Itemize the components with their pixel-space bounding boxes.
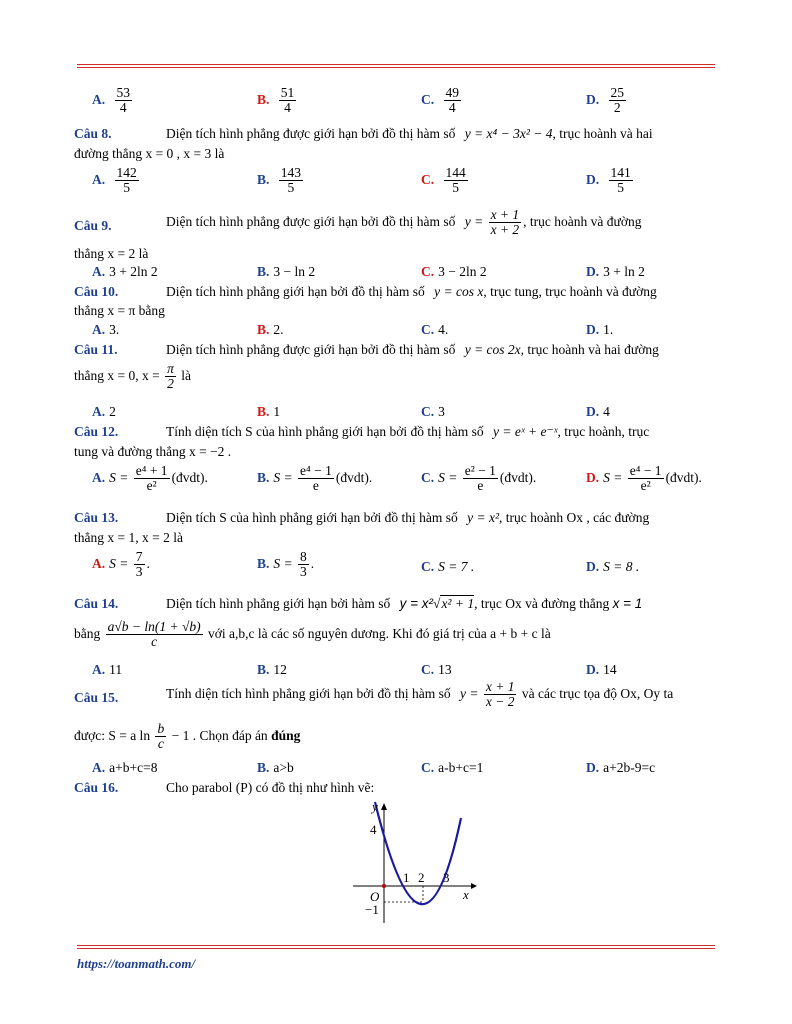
origin-label: O <box>370 889 380 904</box>
emphasis-word: đúng <box>271 727 301 743</box>
option-post: . <box>310 555 315 571</box>
option-value: 3 + ln 2 <box>603 264 645 279</box>
option-label: C. <box>421 559 435 574</box>
option-label: D. <box>586 171 600 187</box>
denominator: x − 2 <box>485 694 515 710</box>
option-lhs: S = <box>273 555 293 571</box>
fraction <box>298 550 309 579</box>
fraction <box>115 166 139 195</box>
denominator: 4 <box>119 100 127 116</box>
q7-option-a <box>92 86 134 115</box>
formula: y = x⁴ − 3x² − 4 <box>464 126 553 141</box>
denominator: 5 <box>287 180 295 196</box>
option-unit: (đvdt). <box>665 469 702 485</box>
denominator: 4 <box>448 100 456 116</box>
q10-number: Câu 10. <box>74 284 119 299</box>
formula-lhs: y = <box>464 213 484 229</box>
q11-option-a <box>92 404 116 420</box>
q13-text <box>166 510 649 526</box>
option-unit: (đvdt). <box>171 469 208 485</box>
option-value: 3. <box>109 322 120 337</box>
q14-option-a <box>92 662 122 678</box>
option-label: B. <box>257 555 270 571</box>
option-value: 12 <box>273 662 287 677</box>
fraction <box>628 464 664 493</box>
option-value: 11 <box>109 662 123 677</box>
q9-option-b <box>257 264 315 280</box>
q14-option-d <box>586 662 617 678</box>
question-text-tail: , trục hoành Ox , các đường <box>499 510 650 525</box>
denominator: e² <box>146 478 157 494</box>
option-label: C. <box>421 322 435 337</box>
tick-label-neg1: −1 <box>365 902 379 917</box>
numerator: e⁴ − 1 <box>629 463 662 478</box>
tick-label-3: 3 <box>443 870 450 885</box>
denominator: 3 <box>300 564 307 580</box>
option-label: B. <box>257 91 270 107</box>
denominator: 4 <box>284 100 291 116</box>
q14-text <box>166 596 642 612</box>
option-value: 3 + 2ln 2 <box>109 264 158 279</box>
option-lhs: S = <box>109 555 129 571</box>
option-label: B. <box>257 469 270 485</box>
numerator: 144 <box>445 165 466 180</box>
numerator: e⁴ − 1 <box>300 463 332 478</box>
q15-number: Câu 15. <box>74 690 119 705</box>
sqrt-sign: √ <box>433 596 441 611</box>
q10-option-d <box>586 322 613 338</box>
option-value: 1 <box>273 404 281 419</box>
option-label: C. <box>421 404 435 419</box>
fraction <box>489 208 522 237</box>
q12-number: Câu 12. <box>74 424 119 439</box>
option-value: a+2b-9=c <box>603 760 656 775</box>
option-label: D. <box>586 404 600 419</box>
tick-label-4: 4 <box>370 822 377 837</box>
option-label: C. <box>421 469 435 485</box>
option-lhs: S = <box>603 469 623 485</box>
numerator: 7 <box>135 549 143 564</box>
option-label: D. <box>586 559 600 574</box>
origin-point <box>382 884 386 888</box>
tick-label-1: 1 <box>403 870 410 885</box>
question-text: Diện tích hình phẳng được giới hạn bởi đồ thị hàm số <box>166 213 456 229</box>
numerator: 51 <box>280 85 295 100</box>
question-text-tail: , trục hoành, trục <box>557 424 650 439</box>
option-value: S = 7 . <box>438 559 475 574</box>
option-label: C. <box>421 662 435 677</box>
question-text: Diện tích hình phẳng được giới hạn bởi đồ thị hàm số <box>166 126 456 141</box>
option-value: 2 <box>109 404 116 419</box>
numerator: 25 <box>610 85 624 100</box>
q9-text <box>166 208 641 237</box>
fraction <box>609 86 627 115</box>
option-label: A. <box>92 555 106 571</box>
fraction <box>463 464 498 493</box>
footer-rule-top <box>77 945 715 946</box>
denominator: 3 <box>135 564 143 580</box>
denominator: e <box>477 478 484 494</box>
option-lhs: S = <box>109 469 129 485</box>
line-text: bằng <box>74 625 101 641</box>
q12-option-d <box>586 464 702 493</box>
formula: y = cos x <box>434 284 484 299</box>
q13-option-a <box>92 550 150 579</box>
numerator: 49 <box>445 85 459 100</box>
option-label: B. <box>257 404 270 419</box>
y-axis-label: y <box>372 799 378 814</box>
fraction <box>444 86 462 115</box>
q8-option-a <box>92 166 141 195</box>
q14-number: Câu 14. <box>74 596 119 611</box>
option-label: A. <box>92 404 106 419</box>
option-label: A. <box>92 264 106 279</box>
q7-option-d <box>586 86 628 115</box>
question-text-tail: , trục Ox và đường thẳng <box>474 596 610 611</box>
q16-text: Cho parabol (P) có đồ thị như hình vẽ: <box>166 780 375 795</box>
question-text: Diện tích hình phẳng giới hạn bởi hàm số <box>166 596 391 611</box>
numerator: e⁴ + 1 <box>135 463 168 478</box>
fraction <box>106 620 203 649</box>
denominator: e <box>312 478 319 494</box>
option-label: D. <box>586 662 600 677</box>
option-label: A. <box>92 91 106 107</box>
option-label: A. <box>92 760 106 775</box>
q15-line2 <box>74 722 300 751</box>
option-label: B. <box>257 264 270 279</box>
option-label: D. <box>586 760 600 775</box>
denominator: 2 <box>167 376 174 392</box>
q8-option-b <box>257 166 305 195</box>
x-axis-label: x <box>463 887 469 902</box>
question-text-tail: và các trục tọa độ Ox, Oy ta <box>521 685 674 701</box>
fraction <box>134 550 145 579</box>
q7-option-b <box>257 86 298 115</box>
q8-text <box>166 126 653 142</box>
denominator: 5 <box>452 180 459 196</box>
option-label: D. <box>586 469 600 485</box>
q12-option-b <box>257 464 372 493</box>
q9-line2: thẳng x = 2 là <box>74 246 149 261</box>
denominator: c <box>151 634 158 650</box>
numerator: 142 <box>116 165 137 180</box>
question-text-tail: , trục hoành và hai <box>552 126 653 141</box>
option-value: 13 <box>438 662 452 677</box>
fraction <box>484 680 517 709</box>
option-label: A. <box>92 469 106 485</box>
numerator: π <box>167 361 174 376</box>
option-lhs: S = <box>273 469 293 485</box>
option-lhs: S = <box>438 469 458 485</box>
footer-rule-bottom <box>77 948 715 949</box>
option-value: a-b+c=1 <box>438 760 484 775</box>
q9-option-a <box>92 264 158 280</box>
fraction <box>279 86 297 115</box>
q11-number: Câu 11. <box>74 342 118 357</box>
q10-option-a <box>92 322 119 338</box>
q10-option-c <box>421 322 448 338</box>
option-label: A. <box>92 322 106 337</box>
q15-option-d <box>586 760 655 776</box>
header-rule-top <box>77 64 715 65</box>
numerator: b <box>157 721 165 736</box>
denominator: e² <box>640 478 651 494</box>
q11-option-d <box>586 404 610 420</box>
fraction <box>298 464 334 493</box>
fraction <box>134 464 170 493</box>
question-text: Tính diện tích S của hình phẳng giới hạn bởi đồ thị hàm số <box>166 424 484 439</box>
question-text-tail: , trục hoành và đường <box>523 213 642 229</box>
formula: y = eˣ + e⁻ˣ <box>493 424 558 439</box>
q15-option-b <box>257 760 294 776</box>
q15-text <box>166 680 673 709</box>
option-label: C. <box>421 264 435 279</box>
option-value: 4 <box>603 404 610 419</box>
q9-option-d <box>586 264 645 280</box>
option-label: D. <box>586 264 600 279</box>
option-value: 4. <box>438 322 449 337</box>
numerator: 141 <box>610 165 631 180</box>
q11-option-b <box>257 404 280 420</box>
q12-text <box>166 424 649 440</box>
option-label: B. <box>257 171 270 187</box>
q8-line2: đường thẳng x = 0 , x = 3 là <box>74 146 225 161</box>
numerator: a√b − ln(1 + √b) <box>107 619 201 634</box>
q8-option-d <box>586 166 635 195</box>
option-label: C. <box>421 91 435 107</box>
tick-label-2: 2 <box>418 870 425 885</box>
q16-number: Câu 16. <box>74 780 119 795</box>
formula: y = x² <box>467 510 500 525</box>
option-value: 3 − 2ln 2 <box>438 264 487 279</box>
q11-line2 <box>74 362 191 391</box>
denominator: c <box>157 736 164 752</box>
q13-line2: thẳng x = 1, x = 2 là <box>74 530 183 545</box>
option-value: a+b+c=8 <box>109 760 158 775</box>
q9-number: Câu 9. <box>74 218 112 233</box>
footer-link[interactable]: https://toanmath.com/ <box>77 956 196 971</box>
fraction <box>609 166 633 195</box>
formula: y = cos 2x <box>464 342 521 357</box>
fraction <box>444 166 468 195</box>
header-rule-bottom <box>77 67 715 68</box>
denominator: 2 <box>613 100 621 116</box>
line-text: được: S = a ln <box>74 727 151 743</box>
question-text: Diện tích S của hình phẳng giới hạn bởi đồ thị hàm số <box>166 510 458 525</box>
numerator: x + 1 <box>490 207 520 222</box>
option-unit: (đvdt). <box>335 469 373 485</box>
line-text-tail: là <box>181 367 191 383</box>
line-text: thẳng x = 0, x = <box>74 367 160 383</box>
numerator: 143 <box>280 165 302 180</box>
fraction <box>155 722 166 751</box>
q12-line2: tung và đường thẳng x = −2 . <box>74 444 232 459</box>
q8-option-c <box>421 166 470 195</box>
parabola-curve <box>375 802 461 904</box>
line-text-tail: − 1 . Chọn đáp án <box>171 727 268 743</box>
option-label: A. <box>92 662 106 677</box>
q10-line2: thẳng x = π bằng <box>74 303 165 318</box>
q12-option-a <box>92 464 208 493</box>
q7-option-c <box>421 86 463 115</box>
question-text: Diện tích hình phẳng được giới hạn bởi đồ thị hàm số <box>166 342 456 357</box>
sqrt-radicand: x² + 1 <box>441 596 475 611</box>
q8-number: Câu 8. <box>74 126 112 141</box>
option-value: 14 <box>603 662 617 677</box>
formula-x: x = 1 <box>612 596 643 611</box>
q13-option-d <box>586 559 639 575</box>
q10-text <box>166 284 657 300</box>
option-label: A. <box>92 171 106 187</box>
fraction <box>165 362 176 391</box>
option-unit: (đvdt). <box>499 469 537 485</box>
formula-lhs: y = <box>460 685 479 701</box>
y-axis-arrow <box>381 803 387 810</box>
denominator: x + 2 <box>490 222 520 238</box>
denominator: 5 <box>617 180 624 196</box>
parabola-graph <box>345 798 485 933</box>
option-label: D. <box>586 322 600 337</box>
option-label: D. <box>586 91 600 107</box>
option-label: B. <box>257 760 270 775</box>
line-text-tail: với a,b,c là các số nguyên dương. Khi đó giá trị của a + b + c là <box>208 625 551 641</box>
option-label: C. <box>421 171 435 187</box>
option-value: S = 8 . <box>603 559 640 574</box>
q14-option-c <box>421 662 452 678</box>
formula: y = x² <box>399 596 434 611</box>
q10-option-b <box>257 322 284 338</box>
q9-option-c <box>421 264 487 280</box>
option-label: B. <box>257 322 270 337</box>
x-axis-arrow <box>471 883 477 889</box>
question-text-tail: , trục hoành và hai đường <box>520 342 659 357</box>
q15-option-a <box>92 760 157 776</box>
numerator: e² − 1 <box>464 463 496 478</box>
q11-option-c <box>421 404 445 420</box>
option-value: 1. <box>603 322 614 337</box>
q11-text <box>166 342 659 358</box>
numerator: 8 <box>300 549 307 564</box>
q13-option-c <box>421 559 474 575</box>
question-text: Diện tích hình phẳng giới hạn bởi đồ thị hàm số <box>166 284 425 299</box>
q13-option-b <box>257 550 314 579</box>
q13-number: Câu 13. <box>74 510 119 525</box>
denominator: 5 <box>123 180 130 196</box>
q14-line2 <box>74 620 551 649</box>
option-value: 3 − ln 2 <box>273 264 316 279</box>
numerator: x + 1 <box>485 679 515 694</box>
numerator: 53 <box>116 85 130 100</box>
q14-option-b <box>257 662 287 678</box>
question-text: Tính diện tích hình phẳng giới hạn bởi đồ thị hàm số <box>166 685 451 701</box>
question-text-tail: , trục tung, trục hoành và đường <box>483 284 657 299</box>
option-value: 2. <box>273 322 284 337</box>
fraction <box>279 166 303 195</box>
option-post: . <box>146 555 150 571</box>
fraction <box>115 86 133 115</box>
option-value: a>b <box>273 760 294 775</box>
option-value: 3 <box>438 404 445 419</box>
option-label: C. <box>421 760 435 775</box>
option-label: B. <box>257 662 270 677</box>
q12-option-c <box>421 464 536 493</box>
q15-option-c <box>421 760 483 776</box>
